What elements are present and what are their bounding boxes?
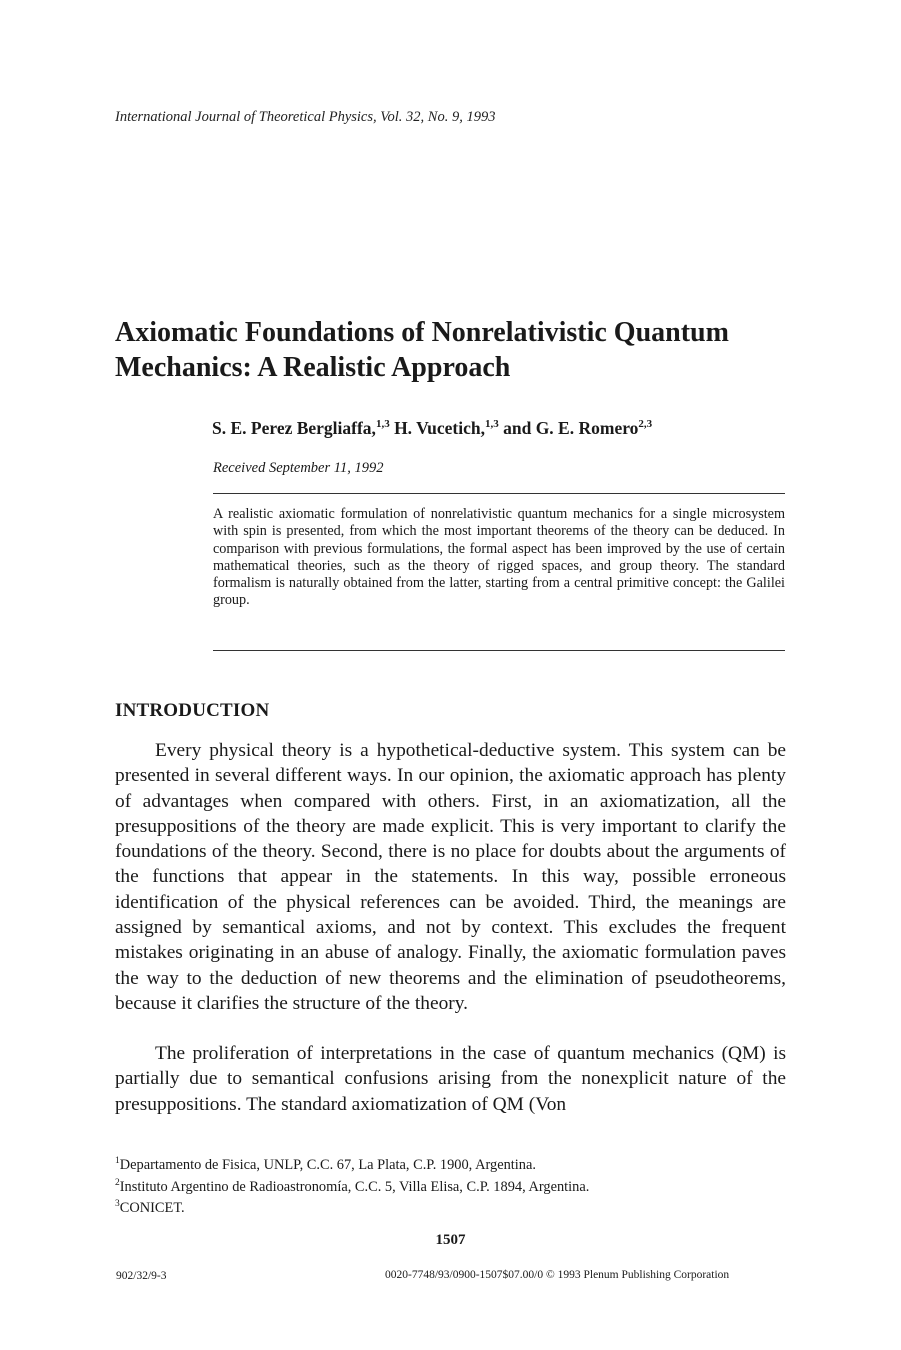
author-3-affiliation: 2,3 — [638, 418, 653, 431]
copyright-line: 0020-7748/93/0900-1507$07.00/0 © 1993 Plenum Publishing Corporation — [385, 1269, 730, 1281]
article-title — [115, 315, 815, 385]
intro-paragraph-2: The proliferation of interpretations in the case of quantum mechanics (QM) is partially due to semantical confusions arising from the nonexplicit nature of the presuppositions. The standard axiomatization of QM (Von — [115, 1043, 786, 1115]
footnote-3-text: CONICET. — [119, 1200, 185, 1216]
footnote-2 — [115, 1177, 795, 1199]
issue-code: 902/32/9-3 — [116, 1270, 167, 1282]
title-line-2: Mechanics: A Realistic Approach — [115, 352, 511, 383]
footnotes — [115, 1155, 795, 1220]
page-number: 1507 — [435, 1232, 466, 1248]
footnote-3 — [115, 1198, 795, 1220]
section-heading: INTRODUCTION — [115, 700, 270, 721]
author-1-affiliation: 1,3 — [375, 418, 390, 431]
abstract: A realistic axiomatic formulation of nonrelativistic quantum mechanics for a single microsystem with spin is presented, from which the most important theorems of the theory can be deduced. In comparison with previous formulations, the formal aspect has been improved by the use of certain mathematical theories, such as the theory of rigged spaces, and group theory. The standard formalism is naturally obtained from the latter, starting from a central primitive concept: the Galilei group. — [213, 506, 785, 609]
author-1: S. E. Perez Bergliaffa, — [212, 418, 376, 438]
intro-paragraph-1: Every physical theory is a hypothetical-deductive system. This system can be presented in several different ways. In our opinion, the axiomatic approach has plenty of advantages when compared with others. First, in an axiomatization, all the presuppositions of the theory are made explicit. This is very important to clarify the foundations of the theory. Second, there is no place for doubts about the arguments of the functions that appear in the statements. In this way, possible erroneous identification of the physical references can be avoided. Third, the meanings are assigned by semantical axioms, and not by context. This excludes the frequent mistakes originating in an abuse of analogy. Finally, the axiomatic formulation paves the way to the deduction of new theorems and the elimination of pseudotheorems, because it clarifies the structure of the theory. — [115, 740, 786, 1014]
abstract-top-rule — [213, 493, 785, 494]
author-3: and G. E. Romero — [498, 418, 639, 438]
author-list — [212, 418, 652, 439]
footnote-1 — [115, 1155, 795, 1177]
footnote-2-text: Instituto Argentino de Radioastronomía, C.C. 5, Villa Elisa, C.P. 1894, Argentina. — [119, 1178, 590, 1195]
journal-header: International Journal of Theoretical Physics, Vol. 32, No. 9, 1993 — [115, 109, 496, 125]
footnote-1-text: Departamento de Fisica, UNLP, C.C. 67, La Plata, C.P. 1900, Argentina. — [119, 1157, 536, 1173]
abstract-bottom-rule — [213, 650, 785, 651]
footnote-3-mark: 3 — [115, 1199, 120, 1210]
title-line-1: Axiomatic Foundations of Nonrelativistic Quantum — [115, 317, 729, 348]
author-2-affiliation: 1,3 — [484, 418, 499, 431]
author-2: H. Vucetich, — [389, 418, 485, 438]
received-date: Received September 11, 1992 — [213, 460, 384, 476]
footnote-2-mark: 2 — [115, 1177, 120, 1188]
footnote-1-mark: 1 — [115, 1156, 120, 1167]
